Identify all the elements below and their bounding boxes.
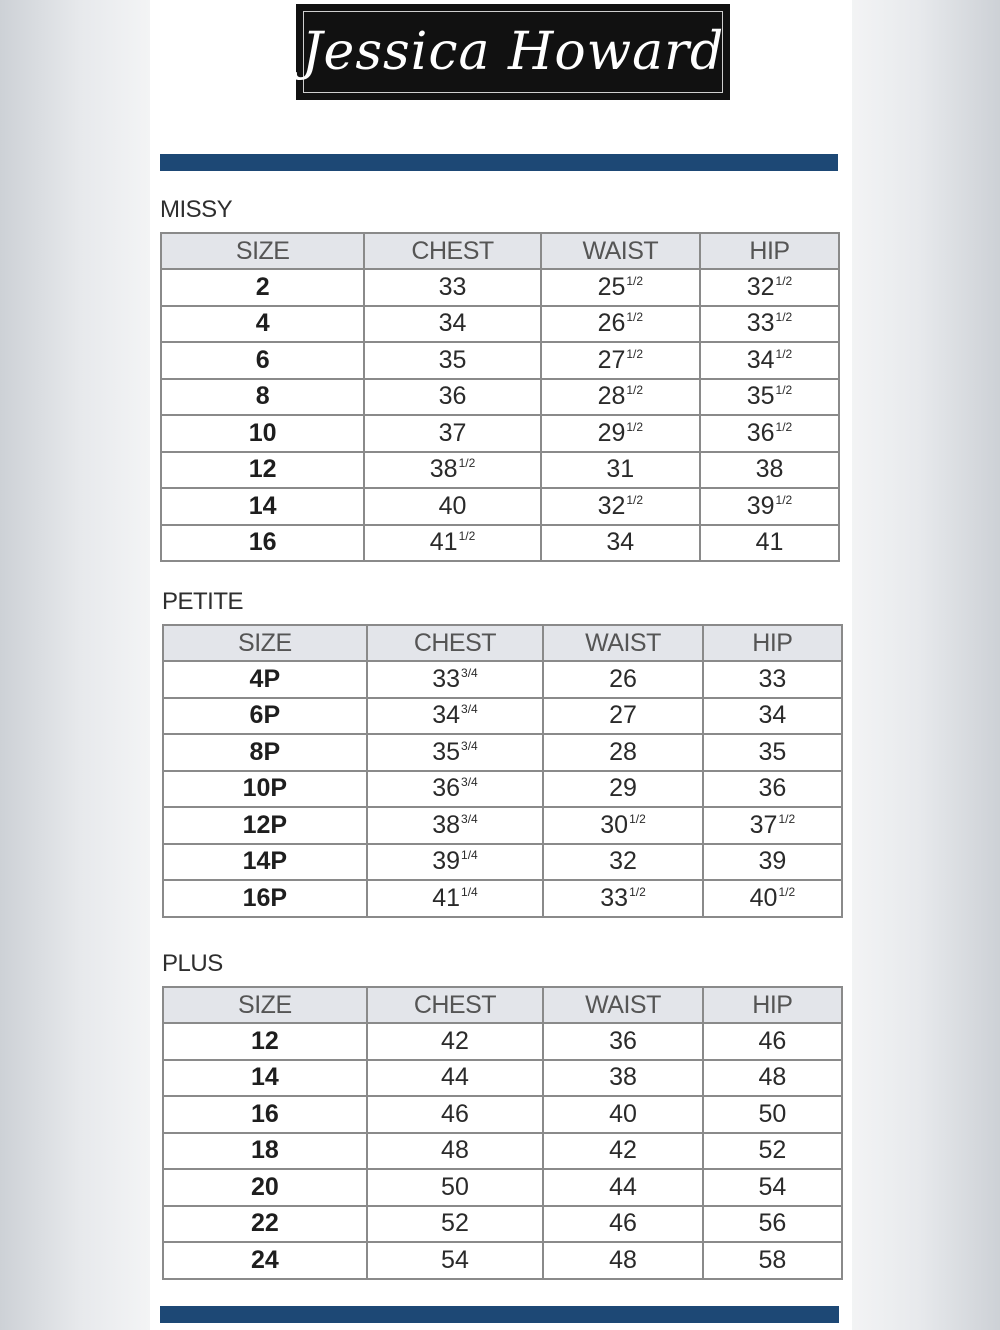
cell-chest: 42 bbox=[367, 1023, 544, 1060]
cell-size: 12 bbox=[163, 1023, 367, 1060]
cell-size: 24 bbox=[163, 1242, 367, 1279]
table-row bbox=[163, 1133, 842, 1170]
cell-chest: $38^{3/4}$ bbox=[367, 807, 544, 844]
table-row bbox=[163, 844, 842, 881]
cell-hip: 52 bbox=[703, 1133, 842, 1170]
cell-hip: 46 bbox=[703, 1023, 842, 1060]
cell-hip: 48 bbox=[703, 1060, 842, 1097]
cell-waist: $26^{1/2}$ bbox=[541, 306, 700, 343]
brand-name: Jessica Howard bbox=[301, 22, 725, 82]
fraction: 1/2 bbox=[775, 419, 793, 434]
cell-chest: $41^{1/4}$ bbox=[367, 880, 544, 917]
fraction: 1/2 bbox=[778, 884, 796, 899]
fraction: 3/4 bbox=[461, 775, 478, 790]
top-divider-bar bbox=[160, 154, 838, 171]
table-row bbox=[163, 661, 842, 698]
fraction: 1/2 bbox=[775, 273, 793, 288]
section-title-plus: PLUS bbox=[162, 950, 223, 977]
cell-hip: 54 bbox=[703, 1169, 842, 1206]
table-header-row bbox=[163, 625, 842, 661]
fraction: 3/4 bbox=[461, 702, 478, 717]
cell-size: 22 bbox=[163, 1206, 367, 1243]
cell-chest: $33^{3/4}$ bbox=[367, 661, 544, 698]
fraction: 1/2 bbox=[775, 492, 793, 507]
cell-chest: 36 bbox=[364, 379, 540, 416]
cell-hip: 41 bbox=[700, 525, 839, 562]
column-header-waist: WAIST bbox=[543, 987, 703, 1023]
cell-waist: 31 bbox=[541, 452, 700, 489]
cell-size: 12 bbox=[161, 452, 364, 489]
fraction: 1/2 bbox=[775, 383, 793, 398]
table-row bbox=[163, 1096, 842, 1133]
cell-chest: 52 bbox=[367, 1206, 544, 1243]
size-table-plus bbox=[162, 986, 843, 1280]
cell-size: 16 bbox=[161, 525, 364, 562]
cell-chest: 48 bbox=[367, 1133, 544, 1170]
cell-hip: $33^{1/2}$ bbox=[700, 306, 839, 343]
cell-waist: $29^{1/2}$ bbox=[541, 415, 700, 452]
column-header-size: SIZE bbox=[163, 625, 367, 661]
cell-waist: $25^{1/2}$ bbox=[541, 269, 700, 306]
cell-waist: 34 bbox=[541, 525, 700, 562]
cell-size: 4P bbox=[163, 661, 367, 698]
table-row bbox=[161, 269, 839, 306]
cell-waist: $32^{1/2}$ bbox=[541, 488, 700, 525]
fraction: 1/2 bbox=[775, 310, 793, 325]
cell-size: 14P bbox=[163, 844, 367, 881]
cell-size: 20 bbox=[163, 1169, 367, 1206]
fraction: 1/2 bbox=[775, 346, 793, 361]
cell-hip: $34^{1/2}$ bbox=[700, 342, 839, 379]
fraction: 1/2 bbox=[626, 492, 644, 507]
fraction: 1/2 bbox=[778, 811, 796, 826]
cell-chest: 37 bbox=[364, 415, 540, 452]
table-row bbox=[161, 488, 839, 525]
cell-chest: 44 bbox=[367, 1060, 544, 1097]
cell-waist: $30^{1/2}$ bbox=[543, 807, 703, 844]
column-header-size: SIZE bbox=[163, 987, 367, 1023]
fraction: 1/2 bbox=[626, 346, 644, 361]
table-row bbox=[161, 525, 839, 562]
cell-chest: $39^{1/4}$ bbox=[367, 844, 544, 881]
cell-waist: 48 bbox=[543, 1242, 703, 1279]
cell-size: 10 bbox=[161, 415, 364, 452]
column-header-hip: HIP bbox=[703, 625, 842, 661]
cell-chest: 54 bbox=[367, 1242, 544, 1279]
table-header-row bbox=[163, 987, 842, 1023]
bottom-divider-bar bbox=[160, 1306, 839, 1323]
fraction: 1/4 bbox=[461, 884, 478, 899]
cell-chest: 46 bbox=[367, 1096, 544, 1133]
size-table-missy bbox=[160, 232, 840, 562]
section-title-missy: MISSY bbox=[160, 196, 233, 223]
table-row bbox=[163, 1206, 842, 1243]
table-row bbox=[163, 807, 842, 844]
cell-waist: 36 bbox=[543, 1023, 703, 1060]
table-row bbox=[163, 771, 842, 808]
table-row bbox=[163, 1242, 842, 1279]
cell-waist: 28 bbox=[543, 734, 703, 771]
table-row bbox=[163, 1060, 842, 1097]
cell-chest: $41^{1/2}$ bbox=[364, 525, 540, 562]
cell-hip: $39^{1/2}$ bbox=[700, 488, 839, 525]
cell-waist: $33^{1/2}$ bbox=[543, 880, 703, 917]
cell-chest: 34 bbox=[364, 306, 540, 343]
cell-hip: $32^{1/2}$ bbox=[700, 269, 839, 306]
fraction: 1/2 bbox=[626, 419, 644, 434]
cell-waist: 46 bbox=[543, 1206, 703, 1243]
column-header-waist: WAIST bbox=[541, 233, 700, 269]
cell-chest: $36^{3/4}$ bbox=[367, 771, 544, 808]
cell-size: 14 bbox=[163, 1060, 367, 1097]
column-header-chest: CHEST bbox=[364, 233, 540, 269]
cell-waist: 26 bbox=[543, 661, 703, 698]
table-row bbox=[163, 698, 842, 735]
cell-size: 4 bbox=[161, 306, 364, 343]
fraction: 3/4 bbox=[461, 811, 478, 826]
cell-waist: $28^{1/2}$ bbox=[541, 379, 700, 416]
cell-waist: 32 bbox=[543, 844, 703, 881]
cell-size: 16P bbox=[163, 880, 367, 917]
fraction: 1/2 bbox=[458, 529, 476, 544]
cell-chest: $38^{1/2}$ bbox=[364, 452, 540, 489]
cell-size: 8 bbox=[161, 379, 364, 416]
cell-hip: 58 bbox=[703, 1242, 842, 1279]
cell-size: 2 bbox=[161, 269, 364, 306]
cell-hip: 39 bbox=[703, 844, 842, 881]
fraction: 1/4 bbox=[461, 848, 478, 863]
cell-size: 6P bbox=[163, 698, 367, 735]
fraction: 1/2 bbox=[629, 811, 646, 826]
column-header-chest: CHEST bbox=[367, 987, 544, 1023]
cell-chest: 33 bbox=[364, 269, 540, 306]
table-row bbox=[161, 415, 839, 452]
cell-chest: $34^{3/4}$ bbox=[367, 698, 544, 735]
column-header-hip: HIP bbox=[700, 233, 839, 269]
cell-hip: 34 bbox=[703, 698, 842, 735]
cell-chest: 35 bbox=[364, 342, 540, 379]
cell-size: 14 bbox=[161, 488, 364, 525]
column-header-hip: HIP bbox=[703, 987, 842, 1023]
section-title-petite: PETITE bbox=[162, 588, 244, 615]
table-row bbox=[161, 452, 839, 489]
table-row bbox=[163, 880, 842, 917]
table-row bbox=[161, 306, 839, 343]
brand-logo bbox=[296, 4, 730, 100]
cell-hip: 50 bbox=[703, 1096, 842, 1133]
table-row bbox=[163, 734, 842, 771]
column-header-size: SIZE bbox=[161, 233, 364, 269]
cell-size: 6 bbox=[161, 342, 364, 379]
cell-waist: 44 bbox=[543, 1169, 703, 1206]
cell-hip: 33 bbox=[703, 661, 842, 698]
column-header-waist: WAIST bbox=[543, 625, 703, 661]
cell-size: 18 bbox=[163, 1133, 367, 1170]
cell-waist: 29 bbox=[543, 771, 703, 808]
fraction: 1/2 bbox=[626, 273, 644, 288]
fraction: 1/2 bbox=[458, 456, 476, 471]
cell-waist: 27 bbox=[543, 698, 703, 735]
fraction: 3/4 bbox=[461, 665, 478, 680]
table-row bbox=[163, 1023, 842, 1060]
logo-frame bbox=[303, 11, 723, 93]
cell-hip: $35^{1/2}$ bbox=[700, 379, 839, 416]
cell-hip: 35 bbox=[703, 734, 842, 771]
table-row bbox=[161, 342, 839, 379]
fraction: 1/2 bbox=[626, 383, 644, 398]
cell-chest: 50 bbox=[367, 1169, 544, 1206]
size-table-petite bbox=[162, 624, 843, 918]
cell-size: 12P bbox=[163, 807, 367, 844]
cell-size: 10P bbox=[163, 771, 367, 808]
cell-hip: $37^{1/2}$ bbox=[703, 807, 842, 844]
table-row bbox=[161, 379, 839, 416]
cell-hip: 36 bbox=[703, 771, 842, 808]
cell-waist: 42 bbox=[543, 1133, 703, 1170]
cell-waist: $27^{1/2}$ bbox=[541, 342, 700, 379]
cell-hip: 56 bbox=[703, 1206, 842, 1243]
fraction: 3/4 bbox=[461, 738, 478, 753]
cell-chest: 40 bbox=[364, 488, 540, 525]
cell-waist: 38 bbox=[543, 1060, 703, 1097]
cell-waist: 40 bbox=[543, 1096, 703, 1133]
column-header-chest: CHEST bbox=[367, 625, 544, 661]
table-row bbox=[163, 1169, 842, 1206]
cell-hip: 38 bbox=[700, 452, 839, 489]
fraction: 1/2 bbox=[629, 884, 646, 899]
cell-size: 8P bbox=[163, 734, 367, 771]
cell-size: 16 bbox=[163, 1096, 367, 1133]
cell-hip: $36^{1/2}$ bbox=[700, 415, 839, 452]
fraction: 1/2 bbox=[626, 310, 644, 325]
cell-hip: $40^{1/2}$ bbox=[703, 880, 842, 917]
cell-chest: $35^{3/4}$ bbox=[367, 734, 544, 771]
table-header-row bbox=[161, 233, 839, 269]
